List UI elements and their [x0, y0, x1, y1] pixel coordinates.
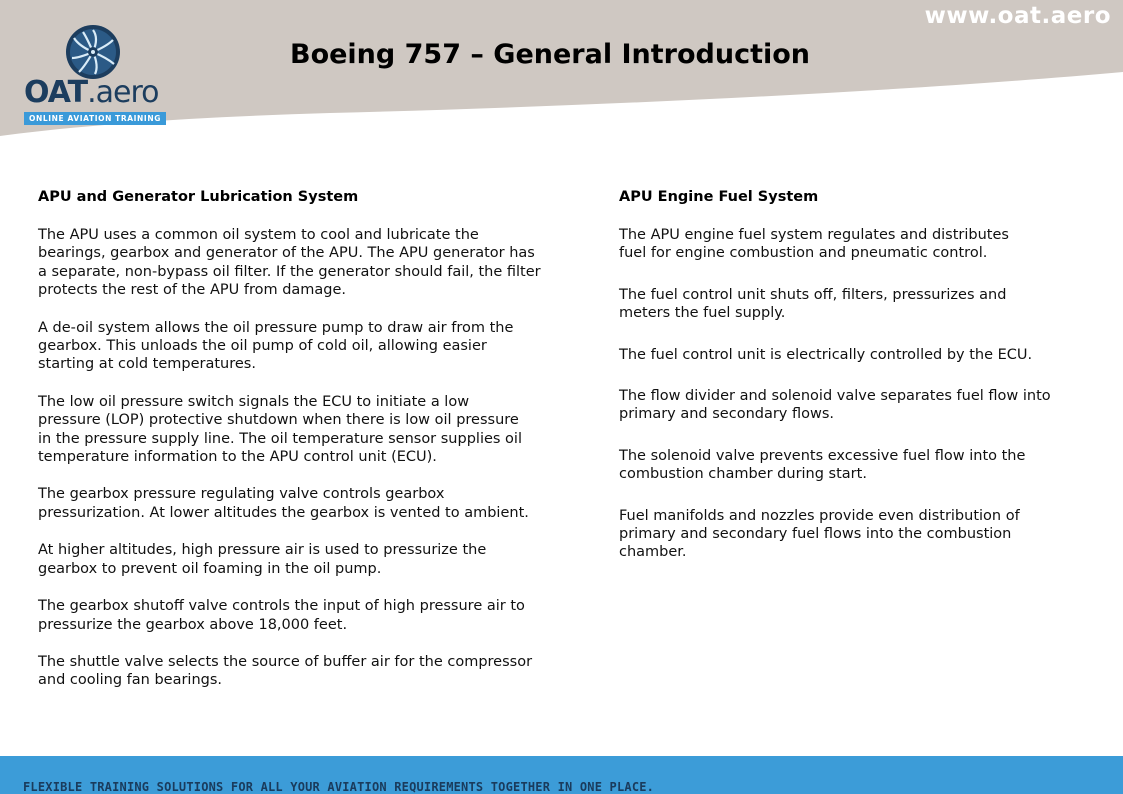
paragraph-line: starting at cold temperatures. [38, 356, 256, 373]
oat-aero-logo[interactable] [22, 24, 168, 128]
paragraph-line: bearings, gearbox and generator of the APU. The APU generator has [38, 245, 535, 262]
paragraph [619, 226, 1089, 263]
paragraph-line: combustion chamber during start. [619, 466, 867, 483]
paragraph-line: A de-oil system allows the oil pressure pump to draw air from the [38, 319, 514, 336]
paragraph-line: The shuttle valve selects the source of buffer air for the compressor [38, 653, 533, 670]
paragraph-line: pressurization. At lower altitudes the gearbox is vented to ambient. [38, 504, 529, 521]
turbofan-icon [65, 24, 121, 80]
paragraph-line: primary and secondary fuel flows into the combustion [619, 526, 1012, 543]
paragraph-line: in the pressure supply line. The oil temperature sensor supplies oil [38, 430, 522, 447]
paragraph-line: meters the fuel supply. [619, 305, 786, 322]
paragraph [38, 226, 568, 300]
paragraph-line: The fuel control unit shuts off, filters, pressurizes and [619, 286, 1007, 303]
logo-wordmark [24, 76, 158, 110]
footer-tagline: FLEXIBLE TRAINING SOLUTIONS FOR ALL YOUR AVIATION REQUIREMENTS TOGETHER IN ONE PLACE. [23, 780, 655, 794]
paragraph-line: Fuel manifolds and nozzles provide even distribution of [619, 507, 1020, 524]
paragraph-line: The fuel control unit is electrically controlled by the ECU. [619, 346, 1033, 363]
page-title: Boeing 757 – General Introduction [289, 39, 811, 70]
paragraph-line: The flow divider and solenoid valve separates fuel flow into [619, 388, 1051, 405]
paragraph-line: The APU engine fuel system regulates and distributes [619, 227, 1009, 243]
lubrication-paragraphs [38, 226, 568, 690]
paragraph-line: a separate, non-bypass oil filter. If the generator should fail, the filter [38, 263, 541, 280]
paragraph-line: primary and secondary flows. [619, 406, 835, 423]
paragraph-line: gearbox. This unloads the oil pump of cold oil, allowing easier [38, 338, 487, 355]
section-heading: APU Engine Fuel System [619, 189, 819, 205]
paragraph [38, 393, 568, 467]
paragraph-line: pressure (LOP) protective shutdown when there is low oil pressure [38, 412, 519, 429]
logo-word-light: .aero [87, 75, 159, 110]
paragraph [619, 507, 1089, 562]
footer-band [0, 756, 1123, 794]
paragraph [619, 387, 1089, 424]
paragraph-line: The low oil pressure switch signals the ECU to initiate a low [38, 393, 470, 410]
lubrication-section [38, 188, 568, 690]
paragraph [38, 319, 568, 374]
paragraph-line: fuel for engine combustion and pneumatic control. [619, 245, 988, 262]
paragraph [38, 597, 568, 634]
paragraph [38, 485, 568, 522]
paragraph [619, 447, 1089, 484]
logo-tagline: ONLINE AVIATION TRAINING [24, 112, 166, 125]
paragraph-line: gearbox to prevent oil foaming in the oil pump. [38, 560, 382, 577]
paragraph-line: and cooling fan bearings. [38, 672, 223, 689]
fuel-system-paragraphs [619, 226, 1089, 562]
section-heading: APU and Generator Lubrication System [38, 189, 359, 205]
paragraph-line: The gearbox shutoff valve controls the input of high pressure air to [38, 598, 525, 615]
site-url-link[interactable]: www.oat.aero [924, 3, 1111, 29]
paragraph [619, 286, 1089, 323]
paragraph-line: The gearbox pressure regulating valve controls gearbox [38, 486, 445, 503]
paragraph-line: chamber. [619, 544, 687, 561]
paragraph-line: The APU uses a common oil system to cool and lubricate the [38, 227, 479, 243]
fuel-system-section [619, 188, 1089, 562]
paragraph [619, 346, 1089, 364]
paragraph-line: protects the rest of the APU from damage. [38, 282, 347, 299]
paragraph-line: At higher altitudes, high pressure air is used to pressurize the [38, 542, 487, 559]
paragraph-line: The solenoid valve prevents excessive fuel flow into the [619, 447, 1026, 464]
paragraph [38, 653, 568, 690]
paragraph-line: pressurize the gearbox above 18,000 feet. [38, 616, 348, 633]
paragraph-line: temperature information to the APU control unit (ECU). [38, 449, 437, 466]
logo-word-bold: OAT [24, 75, 88, 110]
paragraph [38, 541, 568, 578]
